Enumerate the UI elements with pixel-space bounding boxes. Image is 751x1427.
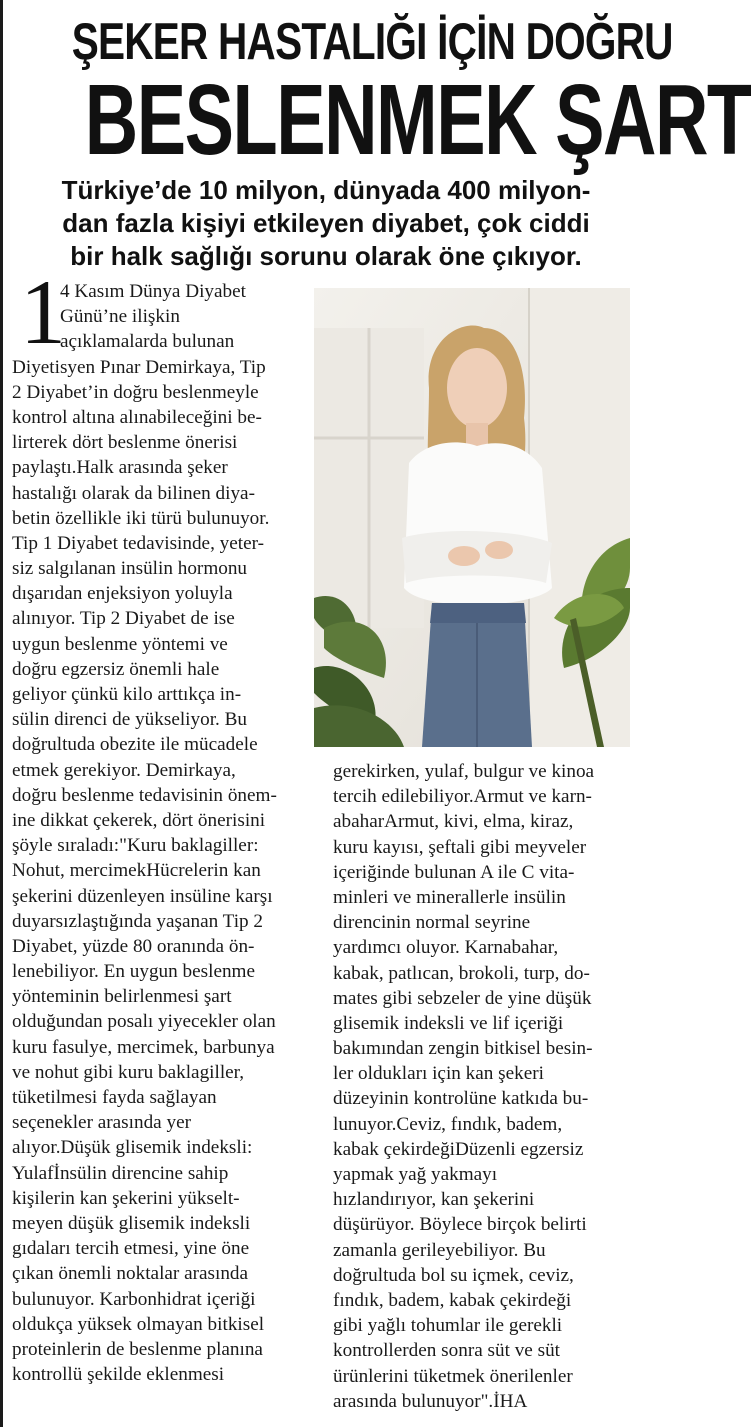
article-text-line: bulunuyor. Karbonhidrat içeriği <box>12 1288 256 1310</box>
article-text-line: açıklamalarda bulunan <box>60 331 235 353</box>
article-text-line: 2 Diyabet’in doğru beslenmeyle <box>12 381 259 403</box>
article-text-line: mates gibi sebzeler de yine düşük <box>333 987 592 1009</box>
article-text-line: uygun beslenme yöntemi ve <box>12 633 228 655</box>
article-text-line: düzeyinin kontrolüne katkıda bu- <box>333 1088 589 1110</box>
article-text-line: direncinin normal seyrine <box>333 912 531 934</box>
article-text-line: etmek gerekiyor. Demirkaya, <box>12 759 236 781</box>
article-text-line: oldukça yüksek olmayan bitkisel <box>12 1313 265 1335</box>
article-text-line: Diyetisyen Pınar Demirkaya, Tip <box>12 356 266 378</box>
article-text-line: doğru egzersiz önemli hale <box>12 658 220 680</box>
article-text-line: lunuyor.Ceviz, fındık, badem, <box>333 1113 563 1135</box>
article-text-line: çıkan önemli noktalar arasında <box>12 1263 249 1285</box>
article-text-line: kuru fasulye, mercimek, barbunya <box>12 1036 275 1058</box>
article-text-line: kontrollerden sonra süt ve süt <box>333 1340 561 1362</box>
article-text-line: doğrultuda obezite ile mücadele <box>12 734 258 756</box>
subtitle-line: bir halk sağlığı sorunu olarak öne çıkıyor. <box>70 241 582 271</box>
article-text-line: alıyor.Düşük glisemik indeksli: <box>12 1137 253 1159</box>
article-text-line: kuru kayısı, şeftali gibi meyveler <box>333 836 587 858</box>
headline-line-2: BESLENMEK ŞART <box>84 64 751 176</box>
article-text-line: glisemik indeksli ve lif içeriği <box>333 1012 564 1034</box>
article-text-line: şöyle sıraladı:"Kuru baklagiller: <box>12 835 259 857</box>
article-text-line: hızlandırıyor, kan şekerini <box>333 1189 535 1211</box>
article-left-column <box>12 279 312 1387</box>
article-text-line: Diyabet, yüzde 80 oranında ön- <box>12 935 255 957</box>
article-text-line: şekerini düzenleyen insüline karşı <box>12 885 273 907</box>
article-text-line: hastalığı olarak da bilinen diya- <box>12 482 255 504</box>
article-text-line: alınıyor. Tip 2 Diyabet de ise <box>12 608 235 630</box>
article-text-line: düşürüyor. Böylece birçok belirti <box>333 1214 587 1236</box>
portrait-photo <box>314 288 630 747</box>
article-text-line: 4 Kasım Dünya Diyabet <box>60 281 246 302</box>
article-text-line: olduğundan posalı yiyecekler olan <box>12 1011 276 1033</box>
article-text-line: kişilerin kan şekerini yükselt- <box>12 1187 240 1209</box>
article-text-line: proteinlerin de beslenme planına <box>12 1338 263 1360</box>
article-text-line: siz salgılanan insülin hormonu <box>12 558 248 580</box>
article-text-line: gibi yağlı tohumlar ile gerekli <box>333 1315 563 1337</box>
article-text-line: Nohut, mercimekHücrelerin kan <box>12 860 261 882</box>
article-text-line: kontrol altına alınabileceğini be- <box>12 406 262 428</box>
article-text-line: gıdaları tercih etmesi, yine öne <box>12 1238 250 1260</box>
article-text-line: lirterek dört beslenme önerisi <box>12 432 238 454</box>
article-text-line: abaharArmut, kivi, elma, kiraz, <box>333 811 574 833</box>
subtitle-line: dan fazla kişiyi etkileyen diyabet, çok ciddi <box>62 208 590 238</box>
article-text-line: yönteminin belirlenmesi şart <box>12 986 232 1008</box>
article-text-line: geliyor çünkü kilo arttıkça in- <box>12 684 242 705</box>
article-text-line: betin özellikle iki türü bulunuyor. <box>12 507 270 529</box>
article-text-line: Yulafİnsülin direncine sahip <box>12 1162 229 1184</box>
headline-line-1: ŞEKER HASTALIĞI İÇİN DOĞRU <box>71 13 673 71</box>
article-text-line: doğru beslenme tedavisinin önem- <box>12 784 277 806</box>
article-text-line: yapmak yağ yakmayı <box>333 1164 498 1185</box>
article-text-line: seçenekler arasında yer <box>12 1112 191 1134</box>
article-text-line: kabak çekirdeğiDüzenli egzersiz <box>333 1138 584 1160</box>
page-border <box>0 0 3 1427</box>
article-text-line: ve nohut gibi kuru baklagiller, <box>12 1061 245 1083</box>
article-text-line: duyarsızlaştığında yaşanan Tip 2 <box>12 910 264 932</box>
subtitle <box>20 174 632 273</box>
article-text-line: minleri ve minerallerle insülin <box>333 886 566 908</box>
article-text-line: yardımcı oluyor. Karnabahar, <box>333 937 559 959</box>
article-text-line: meyen düşük glisemik indeksli <box>12 1212 251 1234</box>
article-text-line: dışarıdan enjeksiyon yoluyla <box>12 583 233 605</box>
article-right-column <box>333 759 638 1414</box>
drop-cap: 1 <box>20 261 66 363</box>
article-text-line: arasında bulunuyor".İHA <box>333 1390 528 1412</box>
article-text-line: tercih edilebiliyor.Armut ve karn- <box>333 786 592 808</box>
article-text-line: kontrollü şekilde eklenmesi <box>12 1364 225 1386</box>
article-text-line: içeriğinde bulunan A ile C vita- <box>333 861 575 883</box>
article-text-line: lenebiliyor. En uygun beslenme <box>12 961 255 983</box>
article-text-line: zamanla gerileyebiliyor. Bu <box>333 1239 546 1261</box>
subtitle-line: Türkiye’de 10 milyon, dünyada 400 milyon- <box>61 175 591 205</box>
article-text-line: gerekirken, yulaf, bulgur ve kinoa <box>333 761 595 782</box>
article-text-line: ler oldukları için kan şekeri <box>333 1063 544 1085</box>
article-text-line: Günü’ne ilişkin <box>60 306 180 328</box>
article-text-line: fındık, badem, kabak çekirdeği <box>333 1289 572 1311</box>
article-text-line: doğrultuda bol su içmek, ceviz, <box>333 1264 574 1286</box>
article-text-line: Tip 1 Diyabet tedavisinde, yeter- <box>12 532 265 554</box>
article-text-line: sülin direnci de yükseliyor. Bu <box>12 709 248 731</box>
article-text-line: ürünlerini tüketmek önerilenler <box>333 1365 573 1387</box>
article-text-line: kabak, patlıcan, brokoli, turp, do- <box>333 962 590 984</box>
article-text-line: ine dikkat çekerek, dört önerisini <box>12 809 266 831</box>
article-text-line: paylaştı.Halk arasında şeker <box>12 457 228 479</box>
article-text-line: bakımından zengin bitkisel besin- <box>333 1038 593 1060</box>
article-text-line: tüketilmesi fayda sağlayan <box>12 1087 217 1108</box>
